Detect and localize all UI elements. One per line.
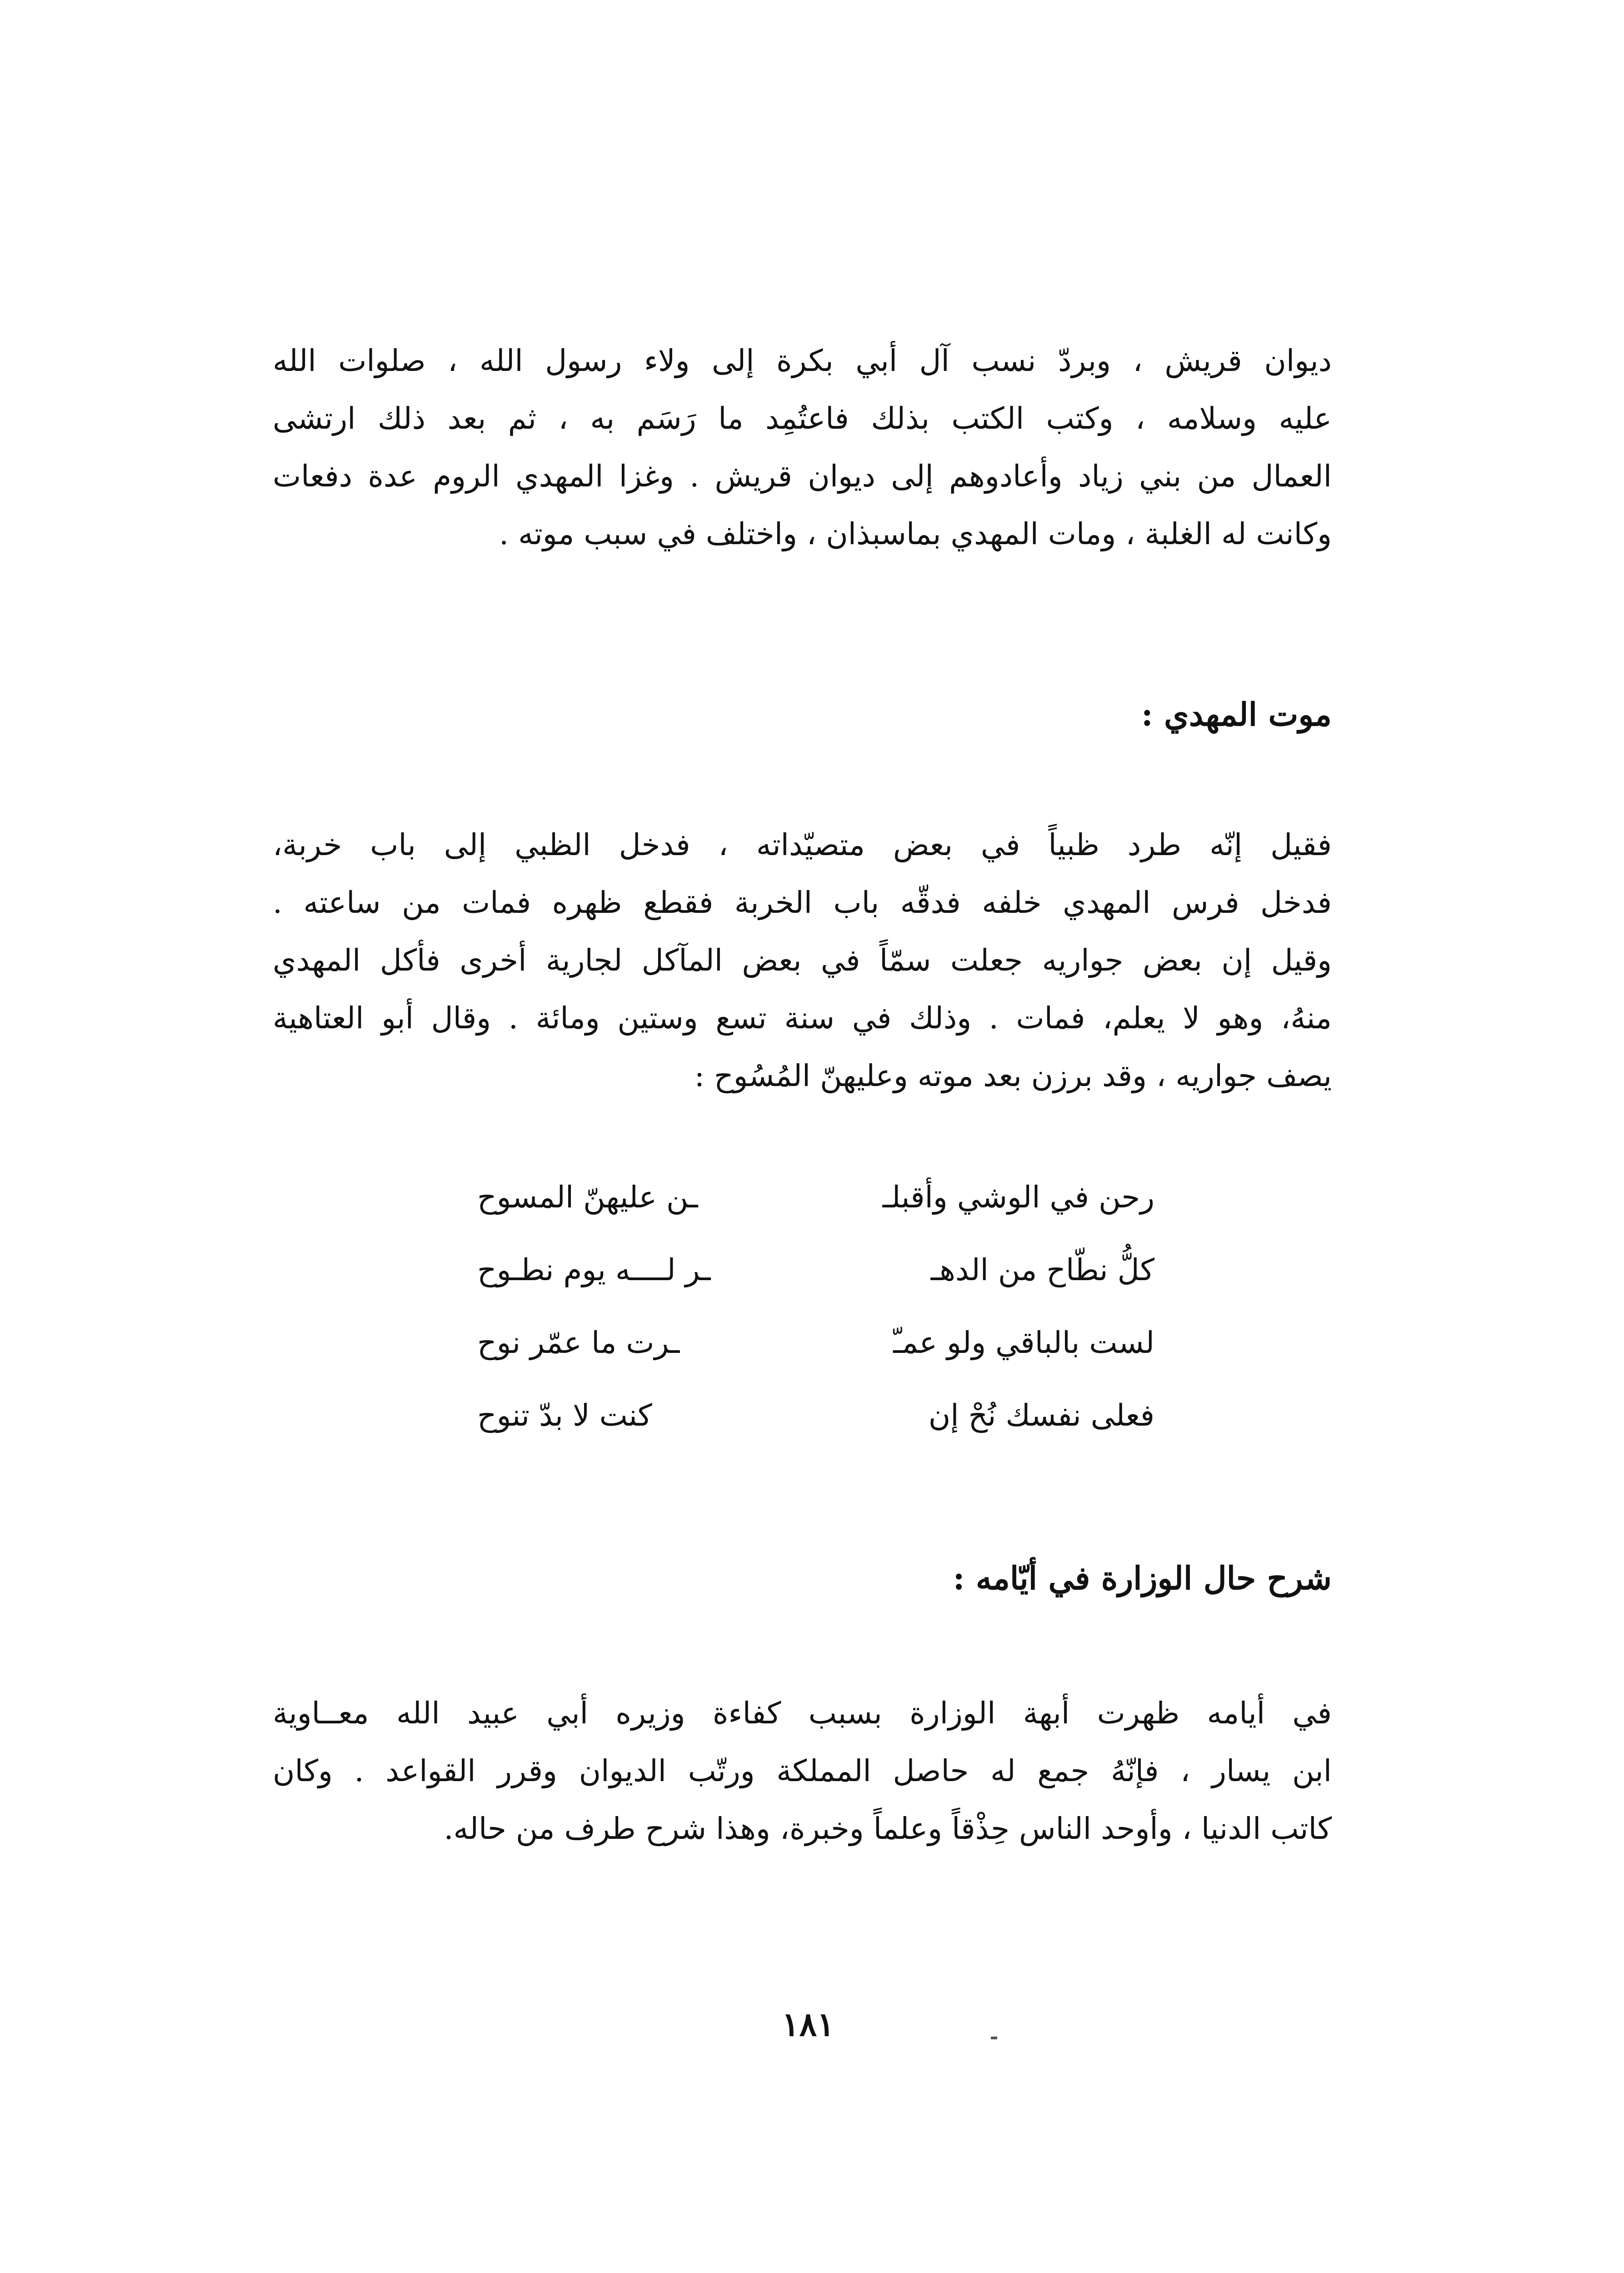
- poem-first-hemistich: كلُّ نطّاح من الدهـ: [930, 1252, 1154, 1287]
- text-line: منهُ، وهو لا يعلم، فمات . وذلك في سنة تسع وستين ومائة . وقال أبو العتاهية: [273, 1001, 1332, 1036]
- paragraph-diwan-quraysh: [273, 332, 1332, 563]
- poem-first-hemistich: لست بالباقي ولو عمـّ: [893, 1325, 1154, 1360]
- section-heading-vizierate: شرح حال الوزارة في أيّامه :: [953, 1559, 1332, 1597]
- poem-first-hemistich: رحن في الوشي وأقبلـ: [882, 1180, 1154, 1215]
- page-number: ١٨١: [782, 2005, 835, 2043]
- text-line: وقيل إن بعض جواريه جعلت سمّاً في بعض المآكل لجارية أخرى فأكل المهدي: [273, 943, 1332, 978]
- text-line: وكانت له الغلبة ، ومات المهدي بماسبذان ، واختلف في سبب موته .: [499, 516, 1332, 551]
- poem-first-hemistich: فعلى نفسك نُحْ إن: [928, 1398, 1154, 1433]
- text-line: فدخل فرس المهدي خلفه فدقّه باب الخربة فقطع ظهره فمات من ساعته .: [273, 885, 1332, 920]
- text-line: ابن يسار ، فإنّهُ جمع له حاصل المملكة ورتّب الديوان وقرر القواعد . وكان: [273, 1753, 1332, 1788]
- section-heading-death-of-mahdi: موت المهدي :: [1141, 696, 1332, 733]
- poem-verse: [477, 1180, 1154, 1252]
- paragraph-death-account: [273, 816, 1332, 1105]
- text-line: ديوان قريش ، وبردّ نسب آل أبي بكرة إلى ولاء رسول الله ، صلوات الله: [273, 343, 1332, 378]
- poem-second-hemistich: ـرت ما عمّر نوح: [477, 1325, 680, 1360]
- text-line: يصف جواريه ، وقد برزن بعد موته وعليهنّ المُسُوح :: [694, 1058, 1332, 1093]
- poem-verse: [477, 1398, 1154, 1471]
- text-line: عليه وسلامه ، وكتب الكتب بذلك فاعتُمِد ما رَسَم به ، ثم بعد ذلك ارتشى: [273, 401, 1332, 436]
- paragraph-vizierate: [273, 1684, 1332, 1857]
- text-line: العمال من بني زياد وأعادوهم إلى ديوان قريش . وغزا المهدي الروم عدة دفعات: [273, 459, 1332, 494]
- poem-abu-al-atahiya: [477, 1180, 1154, 1471]
- text-line: في أيامه ظهرت أبهة الوزارة بسبب كفاءة وزيره أبي عبيد الله معــاوية: [273, 1696, 1332, 1731]
- poem-verse: [477, 1252, 1154, 1325]
- poem-second-hemistich: ـن عليهنّ المسوح: [477, 1180, 698, 1215]
- poem-second-hemistich: ـر لــــه يوم نطـوح: [477, 1252, 711, 1287]
- poem-verse: [477, 1325, 1154, 1398]
- scan-speck: [991, 2037, 997, 2039]
- poem-second-hemistich: كنت لا بدّ تنوح: [477, 1398, 652, 1433]
- text-line: فقيل إنّه طرد ظبياً في بعض متصيّداته ، فدخل الظبي إلى باب خربة،: [273, 827, 1332, 862]
- text-line: كاتب الدنيا ، وأوحد الناس حِذْقاً وعلماً وخبرة، وهذا شرح طرف من حاله.: [444, 1811, 1332, 1846]
